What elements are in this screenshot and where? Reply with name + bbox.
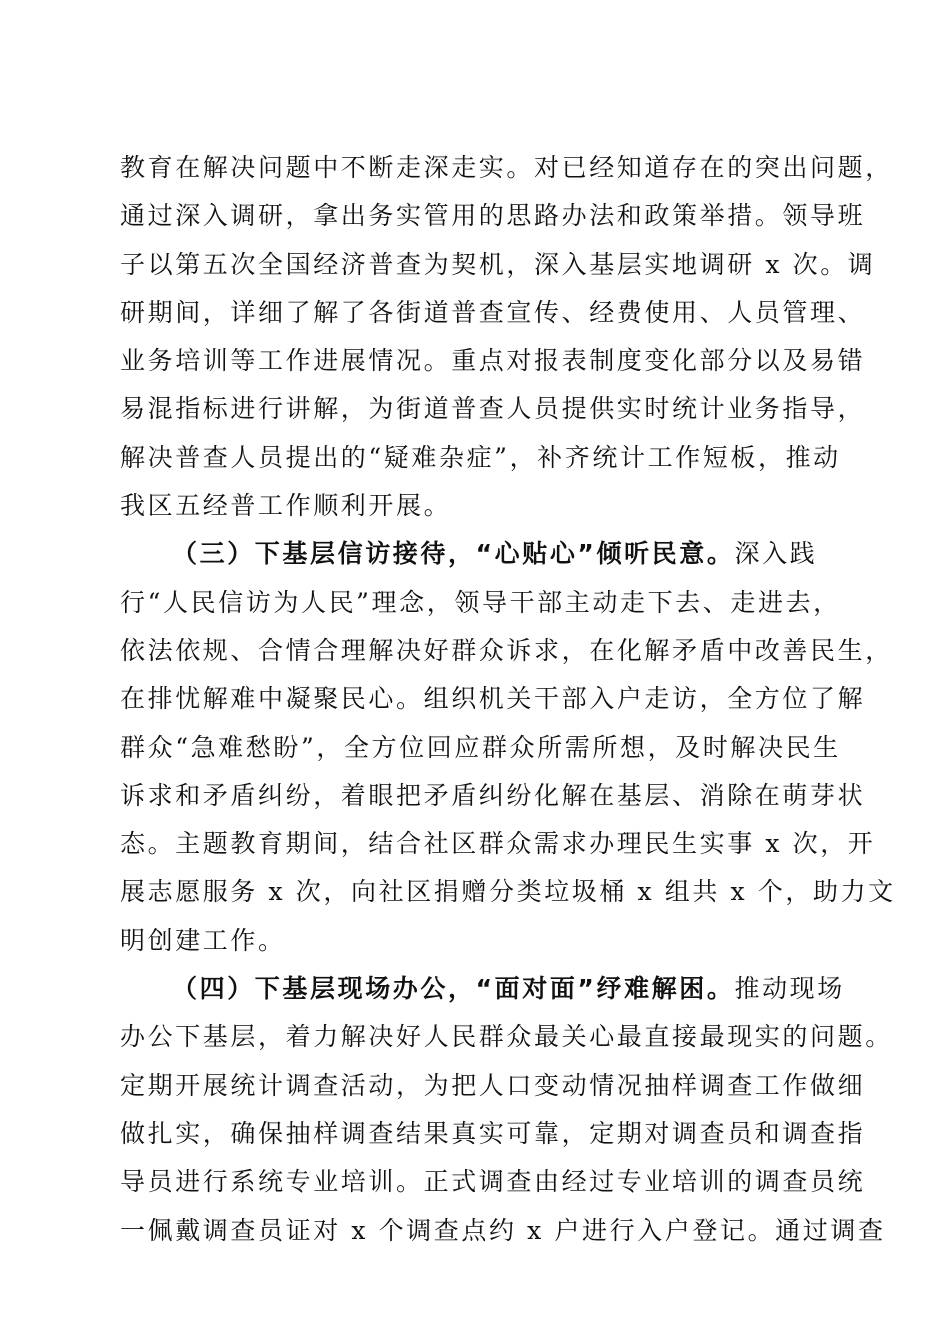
paragraph-2-first-line [120,530,840,578]
paragraph-3-line: 做扎实，确保抽样调查结果真实可靠，定期对调查员和调查指 [120,1118,866,1148]
paragraph-2-line: 展志愿服务 x 次，向社区捐赠分类垃圾桶 x 组共 x 个，助力文 [120,877,896,907]
document-body [120,144,896,1255]
paragraph-2-first-line-text: 深入践 [734,539,818,569]
paragraph-2-line: 群众“急难愁盼”，全方位回应群众所需所想，及时解决民生 [120,732,841,762]
paragraph-1-line: 研期间，详细了解了各街道普查宣传、经费使用、人员管理、 [120,297,866,327]
section-heading-3: （三）下基层信访接待，“心贴心”倾听民意。 [172,539,735,569]
paragraph-1-line: 子以第五次全国经济普查为契机，深入基层实地调研 x 次。调 [120,249,876,279]
paragraph-3-first-line-text: 推动现场 [734,974,845,1004]
paragraph-1-line: 我区五经普工作顺利开展。 [120,491,452,521]
paragraph-2-line: 在排忧解难中凝聚民心。组织机关干部入户走访，全方位了解 [120,684,866,714]
paragraph-1-line: 解决普查人员提出的“疑难杂症”，补齐统计工作短板，推动 [120,442,841,472]
paragraph-1-line: 教育在解决问题中不断走深走实。对已经知道存在的突出问题， [120,153,893,182]
paragraph-2-line: 行“人民信访为人民”理念，领导干部主动走下去、走进去， [120,587,841,617]
paragraph-3-line: 办公下基层，着力解决好人民群众最关心最直接最现实的问题。 [120,1022,893,1052]
paragraph-2-line: 明创建工作。 [120,925,286,955]
paragraph-3-line: 导员进行系统专业培训。正式调查由经过专业培训的调查员统 [120,1167,866,1197]
paragraph-3-first-line [120,965,845,1013]
paragraph-1-line: 易混指标进行讲解，为街道普查人员提供实时统计业务指导， [120,394,866,424]
paragraph-2-line: 依法依规、合情合理解决好群众诉求，在化解矛盾中改善民生， [120,635,893,665]
paragraph-2-line: 态。主题教育期间，结合社区群众需求办理民生实事 x 次，开 [120,829,876,859]
paragraph-2-line: 诉求和矛盾纠纷，着眼把矛盾纠纷化解在基层、消除在萌芽状 [120,780,866,810]
section-heading-4: （四）下基层现场办公，“面对面”纾难解困。 [172,974,735,1004]
paragraph-3-line: 定期开展统计调查活动，为把人口变动情况抽样调查工作做细 [120,1070,866,1100]
paragraph-1-line: 业务培训等工作进展情况。重点对报表制度变化部分以及易错 [120,346,866,376]
paragraph-3-line: 一佩戴调查员证对 x 个调查点约 x 户进行入户登记。通过调查 [120,1215,886,1245]
paragraph-1-line: 通过深入调研，拿出务实管用的思路办法和政策举措。领导班 [120,201,866,231]
